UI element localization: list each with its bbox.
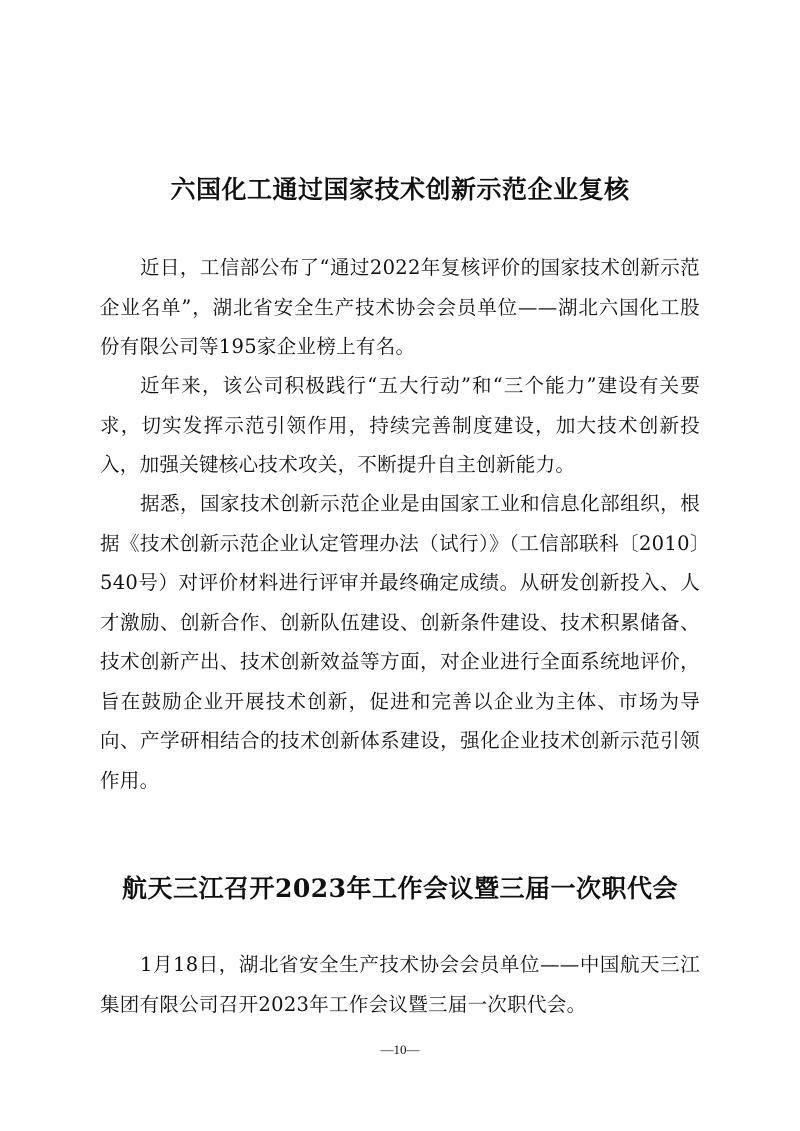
article-1-paragraph-2: 近年来，该公司积极践行“五大行动”和“三个能力”建设有关要求，切实发挥示范引领作用，持续完善制度建设，加大技术创新投入，加强关键核心技术攻关，不断提升自主创新能力。 — [100, 374, 700, 476]
article-1-title: 六国化工通过国家技术创新示范企业复核 — [170, 175, 630, 204]
page-number: —10— — [380, 1042, 420, 1057]
article-1-paragraph-1: 近日，工信部公布了“通过2022年复核评价的国家技术创新示范企业名单”，湖北省安全生产技术协会会员单位——湖北六国化工股份有限公司等195家企业榜上有名。 — [100, 256, 700, 358]
article-1-paragraph-3: 据悉，国家技术创新示范企业是由国家工业和信息化部组织，根据《技术创新示范企业认定管理办法（试行）》（工信部联科〔2010〕540号）对评价材料进行评审并最终确定成绩。从研发创新投入、人才激励、创新合作、创新队伍建设、创新条件建设、技术积累储备、技术创新产出、技术创新效益等方面，对企业进行全面系统地评价，旨在鼓励企业开展技术创新，促进和完善以企业为主体、市场为导向、产学研相结合的技术创新体系建设，强化企业技术创新示范引领作用。 — [100, 492, 700, 792]
article-2-paragraph-1: 1月18日，湖北省安全生产技术协会会员单位——中国航天三江集团有限公司召开2023年工作会议暨三届一次职代会。 — [100, 953, 700, 1016]
article-2-title: 航天三江召开2023年工作会议暨三届一次职代会 — [121, 874, 679, 903]
